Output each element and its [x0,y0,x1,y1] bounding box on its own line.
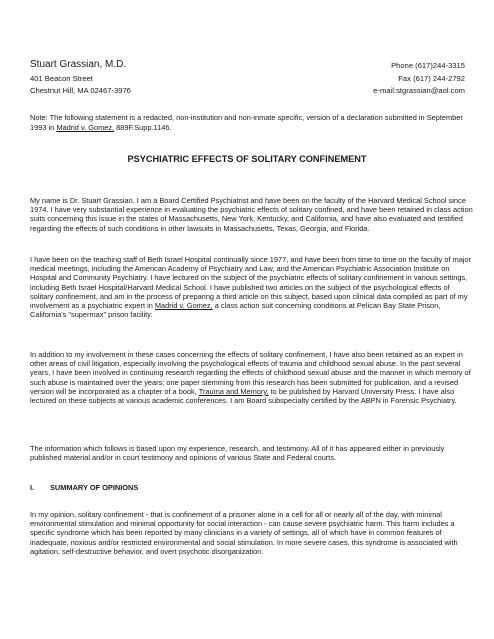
section-title: SUMMARY OF OPINIONS [50,483,139,492]
paragraph-credentials [30,196,475,233]
paragraph-text-part: to be published by Harvard University Press. I have also lectured on these subjects at various academic conferences. I am Board subspecialty certified by the ABPN in Forensic Psychiatry. [30,386,457,406]
address-line-1: 401 Beacon Street [30,74,93,83]
redaction-note [30,113,470,133]
paragraph-text-part: In addition to my involvement in these cases concerning the effects of solitary confinement, I have also been retained as an expert in other areas of civil litigation, especially involving the psychological effects of trauma and childhood sexual abuse. In the past several years, I have been involved in continuing research regarding the effects of childhood sexual abuse and the manner in which memory of such abuse is maintained over the years; one paper stemming from this research has been submitted for publication, and a revised version will be incorporated as a chapter of a book, [30,350,471,396]
case-citation: Madrid v. Gomez, [154,301,213,311]
paragraph-litigation [30,350,475,405]
note-text: Note: The following statement is a redacted, non-institution and non-inmate specific, version of a declaration submitted in September 1993 in [30,113,463,132]
section-number: I. [30,483,35,492]
email-address: e-mail:stgrassian@aol.com [373,86,465,95]
note-reporter-citation: 889F.Supp.1146. [114,123,172,132]
paragraph-text [30,350,475,405]
document-title: PSYCHIATRIC EFFECTS OF SOLITARY CONFINEMENT [127,154,367,164]
phone-number: Phone (617)244-3315 [391,61,465,70]
fax-number: Fax (617) 244-2792 [398,74,465,83]
paragraph-text-part: a class action suit concerning conditions at Pelican Bay State Prison, California's "supermax" prison facility. [30,301,441,320]
address-line-2: Chestnut Hill, MA 02467-3976 [30,86,131,95]
paragraph-text: In my opinion, solitary confinement - that is confinement of a prisoner alone in a cell for all or nearly all of the day, with minimal environmental stimulation and minimal opportunity for social interaction - can cause severe psychiatric harm. This harm includes a specific syndrome which has been reported by many clinicians in a variety of settings, all of which have in common features of inadequate, noxious and/or restricted environmental and social stimulation. In more severe cases, this syndrome is associated with agitation, self-destructive behavior, and overt psychotic disorganization. [30,510,458,556]
paragraph-text: My name is Dr. Stuart Grassian. I am a Board Certified Psychiatrist and have been on the faculty of the Harvard Medical School since 1974. I have very substantial experience in evaluating the psychiatric effects of solitary confined, and have been retained in class action suits concerning this issue in the states of Massachusetts, New York, Kentucky, and California, and have also evaluated and testified regarding the effects of such conditions in other lawsuits in Massachusetts, Texas, Georgia, and Florida. [30,196,473,233]
paragraph-teaching [30,255,475,319]
paragraph-basis [30,444,475,462]
note-case-citation: Madrid v. Gomez, [56,123,115,132]
paragraph-text-part: I have been on the teaching staff of Beth Israel Hospital continually since 1977, and have been from time to time on the faculty of major medical meetings, including the American Academy of Psychiatry and Law, and the American Psychiatric Association Institute on Hospital and Community Psychiatry. I have lectured on the subject of the psychiatric effects of solitary confinement in various settings, including Beth Israel Hospital/Harvard Medical School. I have published two articles on the subject of the psychological effects of solitary confinement, and am in the process of preparing a third article on this subject, based upon clinical data compiled as part of my involvement as a psychiatric expert in [30,255,472,311]
author-name: Stuart Grassian, M.D. [30,59,127,70]
paragraph-text [30,255,475,319]
section-heading [30,483,138,492]
book-title: Trauma and Memory, [198,386,269,396]
paragraph-text: The information which follows is based upon my experience, research, and testimony. All of it has appeared either in previously published material and/or in court testimony and opinions of various State and Federal courts. [30,444,445,463]
paragraph-opinion [30,510,475,556]
